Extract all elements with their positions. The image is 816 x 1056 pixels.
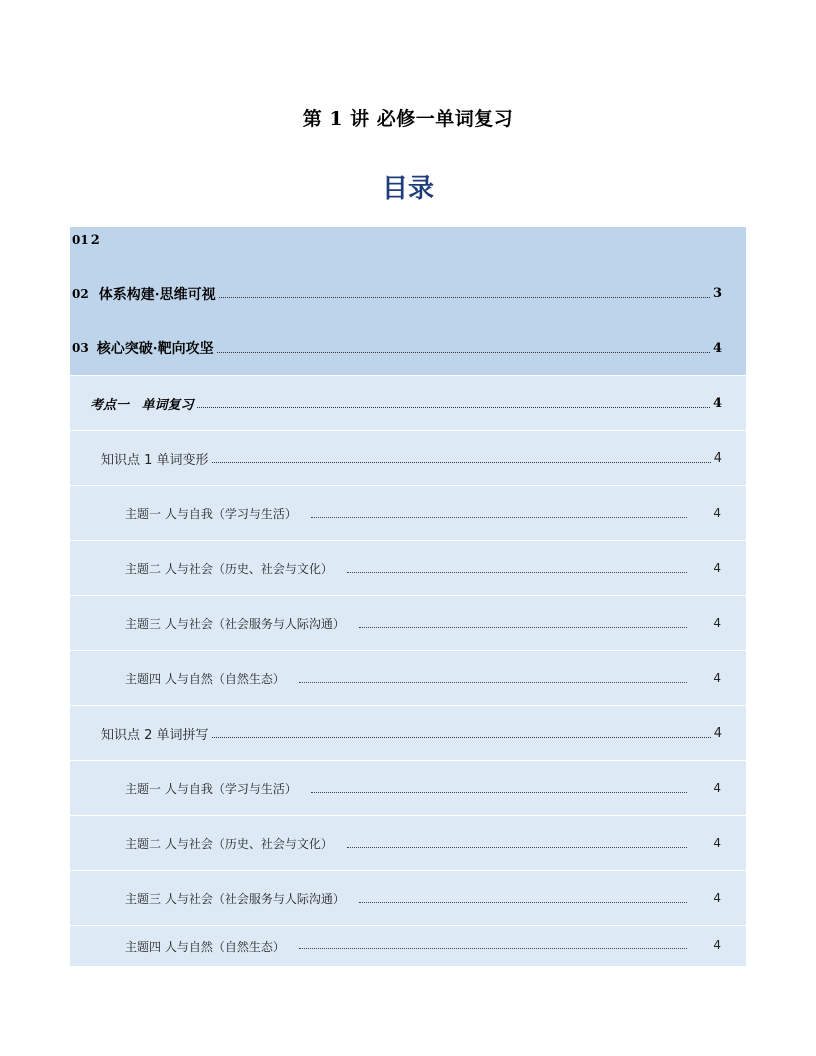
toc-entry-page: 4 — [713, 938, 721, 952]
toc-entry-page: 2 — [90, 233, 100, 248]
toc-entry-page: 4 — [713, 781, 721, 795]
toc-entry-label: 主题二 人与社会（历史、社会与文化） — [125, 561, 333, 576]
toc-entry[interactable] — [70, 815, 746, 870]
toc-entry[interactable] — [70, 540, 746, 595]
toc-entry-label: 主题三 人与社会（社会服务与人际沟通） — [125, 616, 345, 631]
toc-entry-number: 01 — [72, 233, 89, 247]
toc-entry-page: 4 — [712, 340, 722, 356]
toc-leader-dots — [212, 462, 711, 463]
toc-entry-label: 考点一 单词复习 — [90, 397, 194, 413]
toc-entry[interactable] — [70, 430, 746, 485]
toc-entry-label: 主题四 人与自然（自然生态） — [125, 940, 285, 954]
toc-entry-label: 知识点 1 单词变形 — [101, 452, 209, 468]
toc-entry-number: 03 — [72, 341, 89, 355]
toc-entry-label: 主题一 人与自我（学习与生活） — [125, 781, 297, 796]
document-title: 第 1 讲 必修一单词复习 — [302, 108, 514, 130]
toc-leader-dots — [212, 737, 711, 738]
toc-leader-dots — [299, 682, 688, 683]
toc-entry[interactable] — [70, 925, 746, 966]
toc-entry[interactable] — [70, 266, 746, 321]
toc-leader-dots — [217, 352, 710, 353]
toc-leader-dots — [311, 792, 688, 793]
toc-entry-page: 4 — [713, 836, 721, 850]
toc-entry[interactable] — [70, 705, 746, 760]
toc-leader-dots — [219, 297, 710, 298]
toc-leader-dots — [311, 517, 688, 518]
toc-entry-number: 02 — [72, 286, 89, 301]
toc-entry[interactable] — [70, 321, 746, 375]
toc-entry[interactable] — [70, 870, 746, 925]
toc-entry-label: 核心突破·靶向攻坚 — [96, 341, 214, 357]
toc-entry-page: 4 — [713, 891, 721, 905]
toc-entry-label: 主题一 人与自我（学习与生活） — [125, 506, 297, 521]
toc-entry-page: 4 — [713, 561, 721, 575]
toc-entry-page: 4 — [713, 671, 721, 685]
toc-entry-label: 主题二 人与社会（历史、社会与文化） — [125, 836, 333, 851]
toc-entry[interactable] — [70, 595, 746, 650]
toc-entry-page: 4 — [713, 725, 722, 741]
toc-entry-label: 知识点 2 单词拼写 — [101, 727, 209, 743]
toc-entry[interactable] — [70, 375, 746, 430]
toc-entry-page: 4 — [713, 450, 722, 466]
toc-heading: 目录 — [381, 174, 434, 204]
toc-entry[interactable] — [70, 760, 746, 815]
toc-leader-dots — [347, 572, 688, 573]
toc-leader-dots — [197, 407, 710, 408]
toc-entry[interactable] — [70, 227, 746, 266]
toc-entry-page: 4 — [713, 506, 721, 520]
toc-entry-label: 体系构建·思维可视 — [98, 286, 216, 303]
toc-entry-page: 4 — [713, 616, 721, 630]
toc-entry-page: 4 — [712, 395, 722, 411]
toc-leader-dots — [359, 902, 688, 903]
toc-entry-page: 3 — [712, 286, 722, 301]
toc-leader-dots — [359, 627, 688, 628]
toc-entry-label: 主题三 人与社会（社会服务与人际沟通） — [125, 891, 345, 906]
toc-entry-label: 主题四 人与自然（自然生态） — [125, 671, 285, 686]
toc-leader-dots — [347, 847, 688, 848]
toc-entry[interactable] — [70, 650, 746, 705]
table-of-contents — [70, 227, 746, 966]
toc-entry[interactable] — [70, 485, 746, 540]
toc-leader-dots — [299, 948, 688, 949]
